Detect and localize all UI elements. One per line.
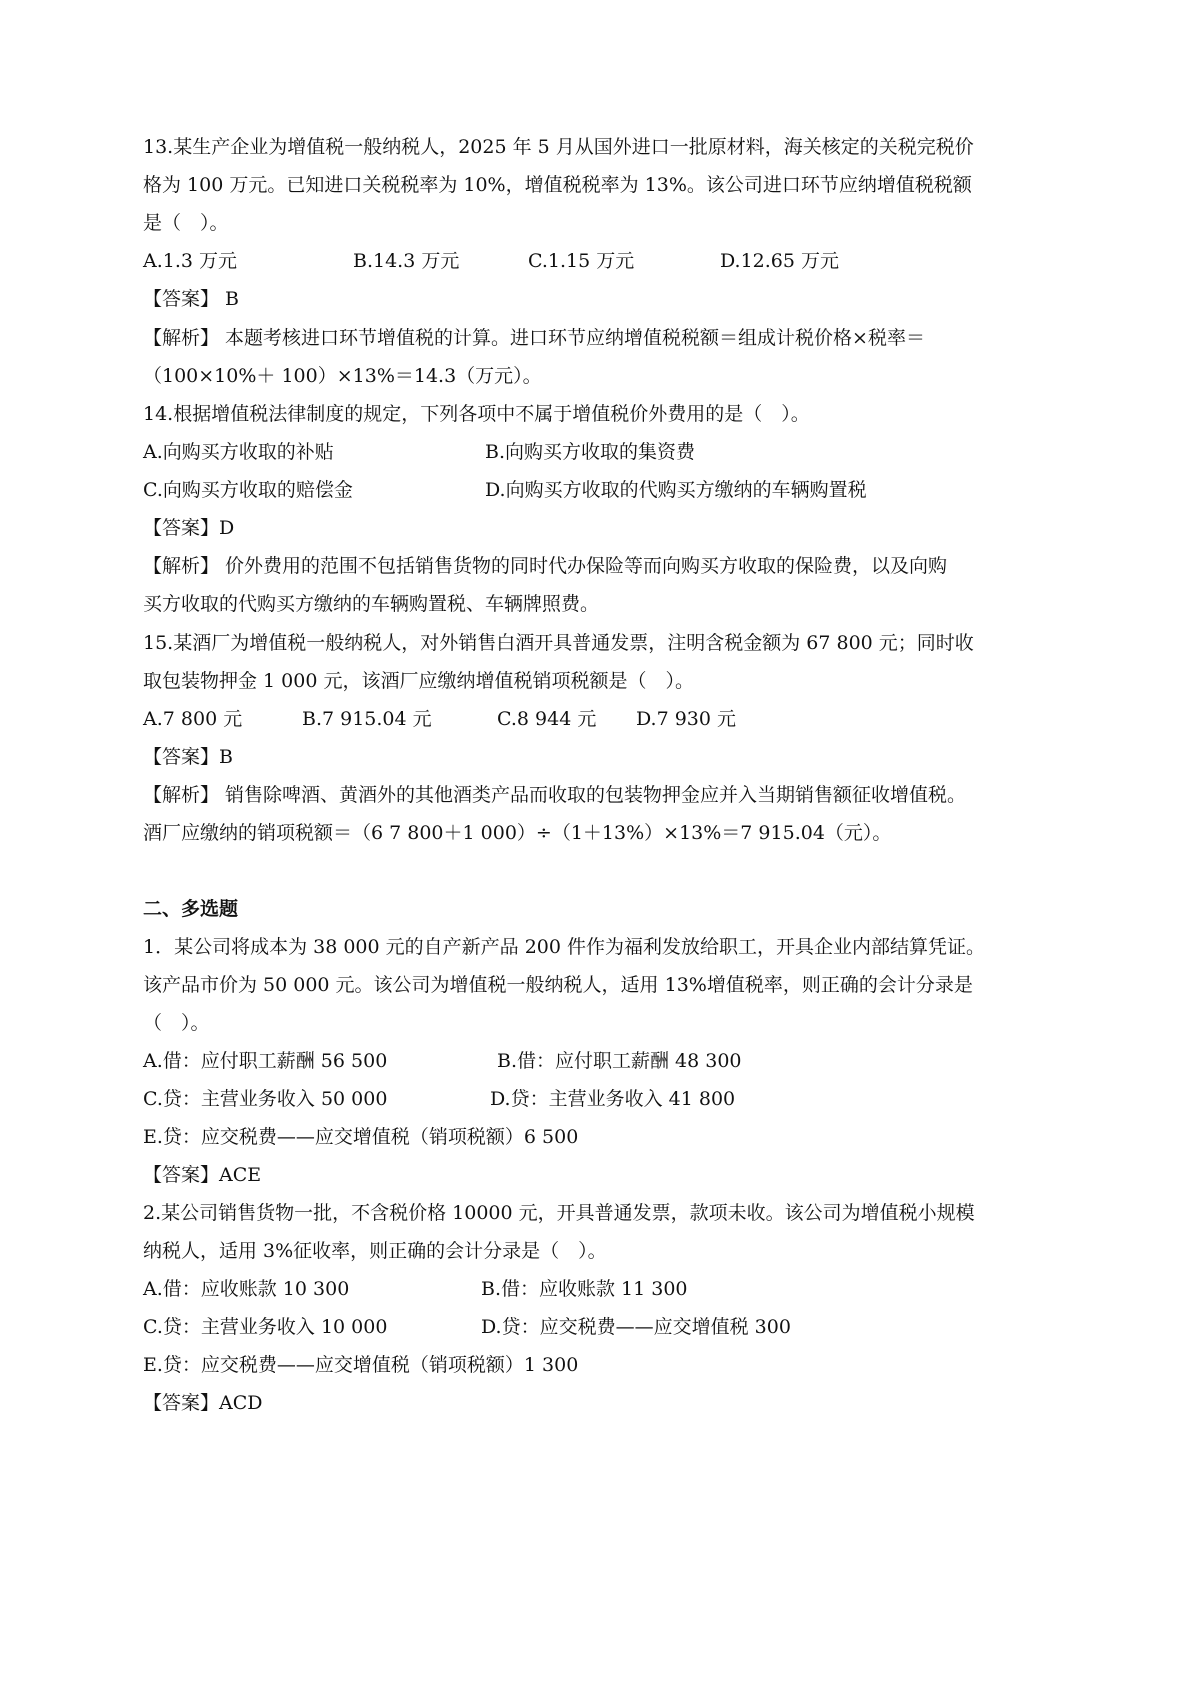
q15-answer: 【答案】B — [143, 746, 233, 768]
m2-option-c: C.贷：主营业务收入 10 000 — [143, 1316, 388, 1338]
q14-analysis-line-2: 买方收取的代购买方缴纳的车辆购置税、车辆牌照费。 — [143, 593, 600, 615]
q13-option-b: B.14.3 万元 — [353, 250, 460, 272]
m1-option-a: A.借：应付职工薪酬 56 500 — [143, 1050, 388, 1072]
q14-option-c: C.向购买方收取的赔偿金 — [143, 479, 353, 501]
m2-option-e: E.贷：应交税费——应交增值税（销项税额）1 300 — [143, 1354, 579, 1376]
q14-option-d: D.向购买方收取的代购买方缴纳的车辆购置税 — [485, 479, 867, 501]
m2-option-a: A.借：应收账款 10 300 — [143, 1278, 350, 1300]
q14-analysis-line-1: 【解析】 价外费用的范围不包括销售货物的同时代办保险等而向购买方收取的保险费，以及向购 — [143, 555, 948, 577]
q15-option-a: A.7 800 元 — [143, 708, 243, 730]
q13-option-d: D.12.65 万元 — [720, 250, 840, 272]
q13-stem-line-3: 是（ ）。 — [143, 212, 229, 234]
q15-analysis-line-1: 【解析】 销售除啤酒、黄酒外的其他酒类产品而收取的包装物押金应并入当期销售额征收增值税。 — [143, 784, 967, 806]
q15-option-b: B.7 915.04 元 — [302, 708, 432, 730]
m1-stem-line-3: （ ）。 — [143, 1012, 210, 1034]
q13-option-c: C.1.15 万元 — [528, 250, 635, 272]
q13-analysis-line-2: （100×10%＋ 100）×13%＝14.3（万元）。 — [143, 365, 542, 387]
q14-option-a: A.向购买方收取的补贴 — [143, 441, 334, 463]
q13-option-a: A.1.3 万元 — [143, 250, 238, 272]
q14-stem-line-1: 14.根据增值税法律制度的规定，下列各项中不属于增值税价外费用的是（ ）。 — [143, 403, 810, 425]
m2-stem-line-2: 纳税人，适用 3%征收率，则正确的会计分录是（ ）。 — [143, 1240, 607, 1262]
section-heading: 二、多选题 — [143, 898, 239, 920]
q13-stem-line-2: 格为 100 万元。已知进口关税税率为 10%，增值税税率为 13%。该公司进口环节应纳增值税税额 — [143, 174, 972, 196]
m1-option-c: C.贷：主营业务收入 50 000 — [143, 1088, 388, 1110]
q15-stem-line-1: 15.某酒厂为增值税一般纳税人，对外销售白酒开具普通发票，注明含税金额为 67 800 元；同时收 — [143, 632, 974, 654]
m2-stem-line-1: 2.某公司销售货物一批，不含税价格 10000 元，开具普通发票，款项未收。该公司为增值税小规模 — [143, 1202, 975, 1224]
q13-answer: 【答案】 B — [143, 288, 240, 310]
q14-answer: 【答案】D — [143, 517, 235, 539]
m1-option-e: E.贷：应交税费——应交增值税（销项税额）6 500 — [143, 1126, 579, 1148]
q15-option-c: C.8 944 元 — [497, 708, 597, 730]
m1-option-b: B.借：应付职工薪酬 48 300 — [497, 1050, 742, 1072]
q15-stem-line-2: 取包装物押金 1 000 元，该酒厂应缴纳增值税销项税额是（ ）。 — [143, 670, 694, 692]
m2-option-b: B.借：应收账款 11 300 — [481, 1278, 688, 1300]
q15-analysis-line-2: 酒厂应缴纳的销项税额＝（6 7 800＋1 000）÷（1＋13%）×13%＝7 915.04（元）。 — [143, 822, 892, 844]
m2-answer: 【答案】ACD — [143, 1392, 263, 1414]
m1-stem-line-1: 1．某公司将成本为 38 000 元的自产新产品 200 件作为福利发放给职工，开具企业内部结算凭证。 — [143, 936, 985, 958]
q14-option-b: B.向购买方收取的集资费 — [485, 441, 696, 463]
m1-answer: 【答案】ACE — [143, 1164, 262, 1186]
q15-option-d: D.7 930 元 — [636, 708, 737, 730]
m1-stem-line-2: 该产品市价为 50 000 元。该公司为增值税一般纳税人，适用 13%增值税率，则正确的会计分录是 — [143, 974, 973, 996]
q13-analysis-line-1: 【解析】 本题考核进口环节增值税的计算。进口环节应纳增值税税额＝组成计税价格×税率＝ — [143, 327, 925, 349]
q13-stem-line-1: 13.某生产企业为增值税一般纳税人，2025 年 5 月从国外进口一批原材料，海关核定的关税完税价 — [143, 136, 974, 158]
m1-option-d: D.贷：主营业务收入 41 800 — [490, 1088, 736, 1110]
m2-option-d: D.贷：应交税费——应交增值税 300 — [481, 1316, 791, 1338]
